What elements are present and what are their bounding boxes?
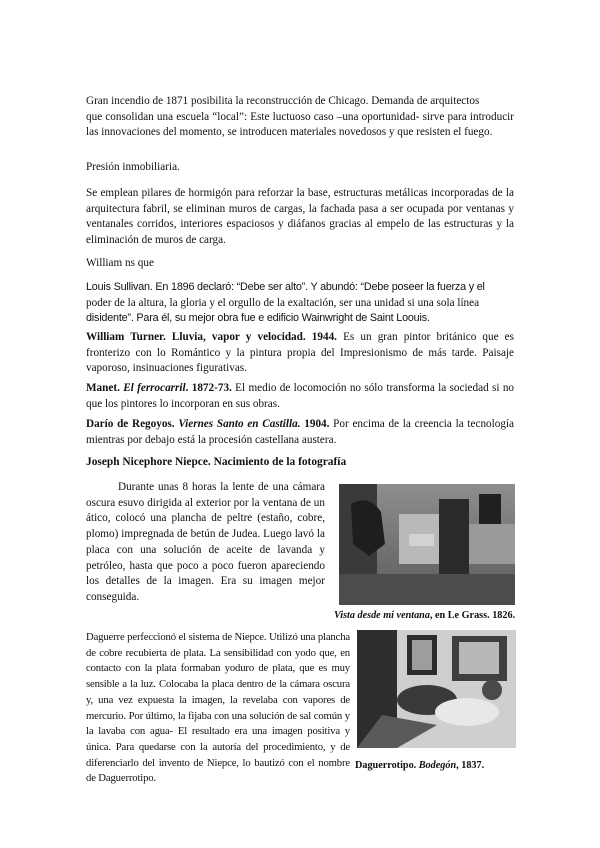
sullivan-line-3: disidente”. Para él, su mejor obra fue e edificio Wainwright de Saint Loouis. xyxy=(86,312,430,325)
niepce-caption xyxy=(334,610,515,621)
regoyos-body: Por encima de la creencia la tecnología mientras por debajo está la procesión castellana austera. xyxy=(86,418,515,446)
niepce-text: Durante unas 8 horas la lente de una cámara oscura esuvo dirigida al exterior por la ventana de un ático, colocó una plancha de peltre (estaño, cobre, plomo) impregnada de betún de Judea. Luego lavó la placa con una solución de aceite de lavanda y petróleo, hasta que poco a poco fueron apareciendo los detalles de la imagen. Era su imagen mejor conseguida. xyxy=(86,481,325,603)
turner-text xyxy=(86,330,514,377)
paragraph-estructuras xyxy=(86,186,514,249)
paragraph-sullivan xyxy=(86,280,514,327)
chicago-line-1: Gran incendio de 1871 posibilita la reconstrucción de Chicago. Demanda de arquitectos xyxy=(86,95,480,107)
daguerre-column xyxy=(86,630,350,787)
niepce-caption-title: Vista desde mi ventana xyxy=(334,610,430,621)
estructuras-text: Se emplean pilares de hormigón para reforzar la base, estructuras metálicas incorporadas de la arquitectura fabril, se eliminan muros de cargas, la fachada pasa a ser ocupada por ventanas y ventanales corridos, interiores espaciosos y diáfanos gracias al empelo de las estructuras y la eliminación de muros de carga. xyxy=(86,187,514,247)
sullivan-line-1: Louis Sullivan. En 1896 declaró: “Debe ser alto”. Y abundó: “Debe poseer la fuerza y el xyxy=(86,281,485,293)
niepce-caption-rest: , en Le Grass. 1826. xyxy=(429,610,516,621)
daguerre-photo xyxy=(357,630,516,748)
manet-text xyxy=(86,381,514,412)
daguerre-caption-a: Daguerrotipo. xyxy=(355,760,419,771)
paragraph-presion xyxy=(86,160,514,176)
daguerre-caption-title: Bodegón xyxy=(418,760,457,771)
daguerre-photo-image xyxy=(357,630,516,748)
regoyos-year: 1904. xyxy=(300,418,330,430)
paragraph-regoyos xyxy=(86,417,514,448)
turner-body: Es un gran pintor británico que es fronterizo con lo Romántico y la pintura propia del Impresionismo de más tarde. Paisaje vaporoso, insinuaciones figurativas. xyxy=(86,331,514,375)
presion-text: Presión inmobiliaria. xyxy=(86,161,180,173)
paragraph-turner xyxy=(86,330,514,377)
niepce-photo xyxy=(339,484,515,605)
manet-name: Manet. xyxy=(86,382,120,394)
chicago-rest: que consolidan una escuela “local”: Este luctuoso caso –una oportunidad- sirve para introducir las innovaciones del momento, se introducen materiales novedosos y que resisten el fuego. xyxy=(86,110,514,139)
daguerre-text: Daguerre perfeccionó el sistema de Niepce. Utilizó una plancha de cobre recubierta de plata. La sensibilidad con yodo que, en contacto con la plata formaban yoduro de plata, que es muy sensible a la luz. Colocaba la placa dentro de la cámara oscura y, una vez expuesta la imagen, la revelaba con vapores de mercurio. Por último, la fijaba con una solución de sal común y la lavaba con agua- El resultado era una imagen positiva y única. Para quedarse con la autoría del procedimiento, y de diferenciarlo del invento de Niepce, lo bautizó con el nombre de Daguerrotipo. xyxy=(86,631,350,785)
manet-body: El medio de locomoción no sólo transforma la sociedad si no que los pintores lo incorporan en sus obras. xyxy=(86,382,515,410)
manet-year: . 1872-73. xyxy=(185,382,232,394)
regoyos-text xyxy=(86,417,514,448)
niepce-heading-block xyxy=(86,455,514,471)
paragraph-manet xyxy=(86,381,514,412)
niepce-heading: Joseph Nicephore Niepce. Nacimiento de la fotografía xyxy=(86,456,347,468)
william-text: William ns que xyxy=(86,257,154,269)
daguerre-caption xyxy=(355,760,484,771)
regoyos-title: Viernes Santo en Castilla. xyxy=(174,418,301,430)
paragraph-chicago xyxy=(86,94,514,141)
paragraph-william xyxy=(86,256,514,272)
daguerre-caption-rest: , 1837. xyxy=(456,760,485,771)
manet-title: El ferrocarril xyxy=(119,382,186,394)
niepce-photo-image xyxy=(339,484,515,605)
niepce-column xyxy=(86,480,325,606)
turner-lead: William Turner. Lluvia, vapor y velocidad. 1944. xyxy=(86,331,337,343)
sullivan-line-2: poder de la altura, la gloria y el orgullo de la exaltación, ser una unidad si una sola línea xyxy=(86,296,480,309)
regoyos-name: Darío de Regoyos. xyxy=(86,418,175,430)
